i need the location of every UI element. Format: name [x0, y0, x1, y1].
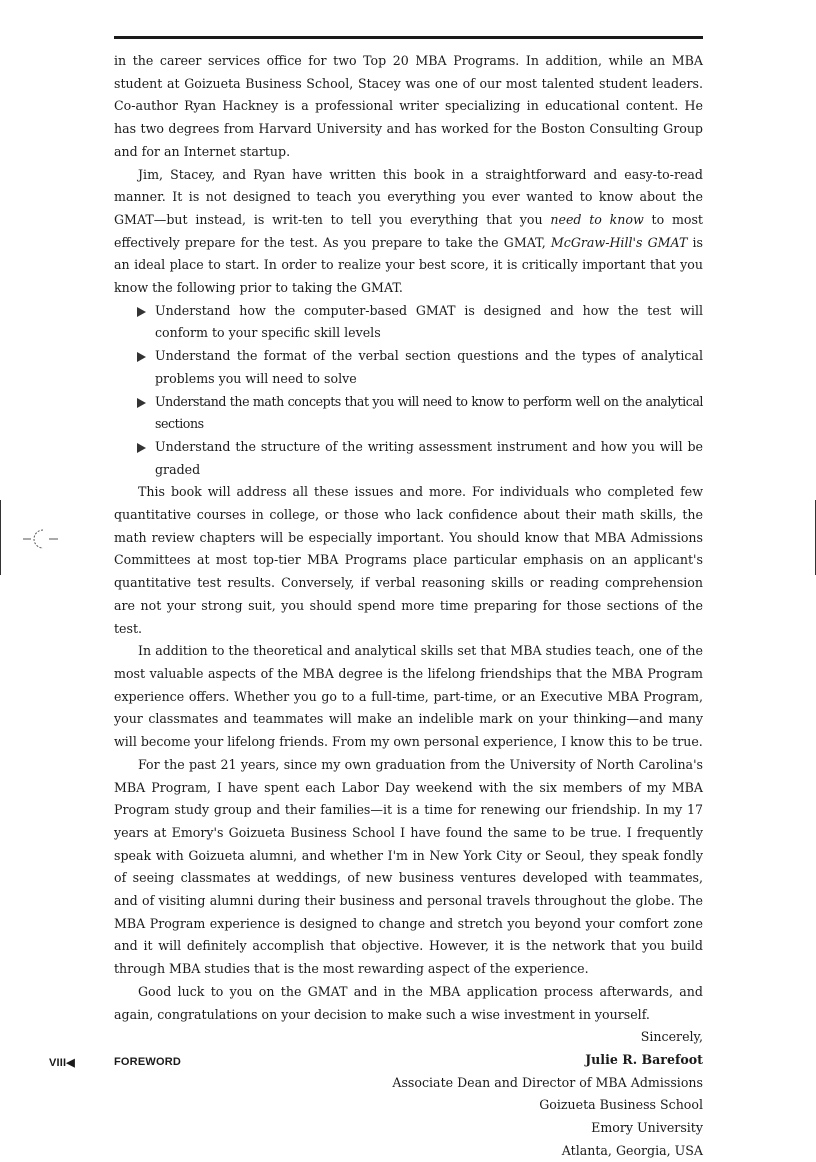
bullet-text: Understand how the computer-based GMAT is designed and how the test will conform to your specific skill levels [155, 302, 703, 341]
bullet-item [114, 391, 703, 436]
signer-school: Goizueta Business School [539, 1097, 703, 1113]
signer-title: Associate Dean and Director of MBA Admissions [392, 1074, 703, 1090]
signer-university: Emory University [591, 1120, 703, 1136]
bullet-text: Understand the math concepts that you will need to know to perform well on the analytical sections [155, 393, 703, 432]
section-title: FOREWORD [114, 1056, 181, 1068]
bullet-item [114, 436, 703, 481]
bullet-item [114, 300, 703, 345]
book-title: McGraw-Hill's GMAT [550, 234, 688, 250]
bullet-text: Understand the structure of the writing assessment instrument and how you will be graded [155, 438, 703, 477]
paragraph-6: Good luck to you on the GMAT and in the MBA application process afterwards, and again, congratulations on your decision to make such a wise investment in yourself. [114, 983, 703, 1022]
paragraph-2-part-a: Jim, Stacey, and Ryan have written this book in a straightforward and easy-to-read manner. It is not designed to teach you everything you ever wanted to know about the GMAT—but instead, is writ-ten to tell you everything that you [114, 166, 703, 227]
crop-mark-left [0, 500, 1, 575]
paragraph-3: This book will address all these issues and more. For individuals who completed few quantitative courses in college, or those who lack confidence about their math skills, the math review chapters will be especially important. You should know that MBA Admissions Committees at most top-tier MBA Programs place particular emphasis on an applicant's quantitative test results. Conversely, if verbal reasoning skills or reading comprehension are not your strong suit, you should spend more time preparing for those sections of the test. [114, 484, 703, 636]
paragraph-2 [114, 164, 703, 300]
emphasis-need-to-know: need to know [550, 211, 644, 227]
page-number: VIII◀ [49, 1057, 75, 1069]
paragraph-1: in the career services office for two Top 20 MBA Programs. In addition, while an MBA student at Goizueta Business School, Stacey was one of our most talented student leaders. Co-author Ryan Hackney is a professional writer specializing in educational content. He has two degrees from Harvard University and has worked for the Boston Consulting Group and for an Internet startup. [114, 53, 703, 159]
signer-name: Julie R. Barefoot [585, 1051, 703, 1067]
triangle-right-icon [137, 443, 146, 453]
foreword-body [114, 50, 703, 1162]
top-rule [114, 36, 703, 39]
triangle-right-icon [137, 307, 146, 317]
bullet-text: Understand the format of the verbal section questions and the types of analytical problems you will need to solve [155, 348, 703, 386]
triangle-right-icon [137, 352, 146, 362]
paragraph-4: In addition to the theoretical and analytical skills set that MBA studies teach, one of the most valuable aspects of the MBA degree is the lifelong friendships that the MBA Program experience offers. Whether you go to a full-time, part-time, or an Executive MBA Program, your classmates and teammates will make an indelible mark on your thinking—and many will become your lifelong friends. From my own personal experience, I know this to be true. [114, 643, 703, 750]
registration-mark-icon [23, 528, 59, 550]
triangle-right-icon [137, 398, 146, 408]
signer-location: Atlanta, Georgia, USA [561, 1142, 703, 1158]
bullet-list [114, 300, 703, 482]
paragraph-5: For the past 21 years, since my own graduation from the University of North Carolina's MBA Program, I have spent each Labor Day weekend with the six members of my MBA Program study group and their families—it is a time for renewing our friendship. In my 17 years at Emory's Goizueta Business School I have found the same to be true. I frequently speak with Goizueta alumni, and whether I'm in New York City or Seoul, they speak fondly of seeing classmates at weddings, of new business ventures developed with teammates, and of visiting alumni during their business and personal travels throughout the globe. The MBA Program experience is designed to change and stretch you beyond your comfort zone and it will definitely accomplish that objective. However, it is the network that you build through MBA studies that is the most rewarding aspect of the experience. [114, 756, 703, 977]
bullet-item [114, 345, 703, 390]
paragraph-2-part-b: to most effectively prepare for the test. As you prepare to take the GMAT, [114, 211, 703, 250]
signature-block [114, 1026, 703, 1162]
paragraph-2-part-c: is an ideal place to start. In order to realize your best score, it is critically important that you know the following prior to taking the GMAT. [114, 234, 704, 296]
closing: Sincerely, [640, 1029, 703, 1045]
